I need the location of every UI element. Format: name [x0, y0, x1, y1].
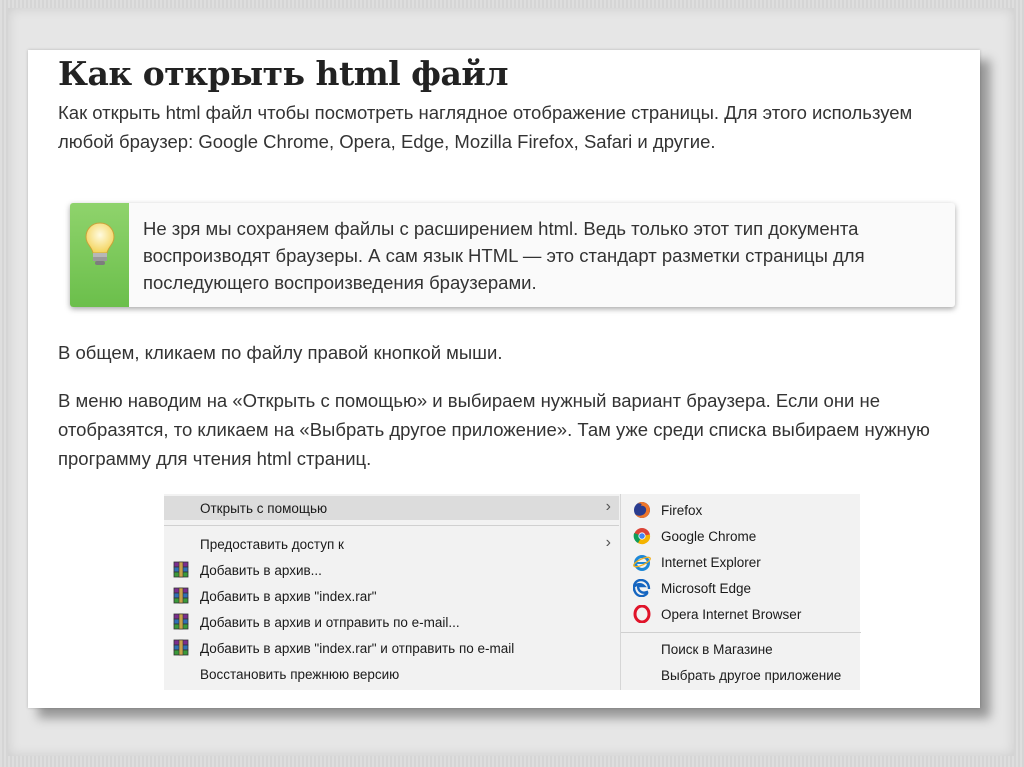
submenu-item-chrome[interactable]: Google Chrome	[621, 524, 861, 548]
opera-icon	[633, 605, 651, 623]
submenu-item-store-search[interactable]: Поиск в Магазине	[661, 642, 773, 657]
winrar-icon	[172, 587, 190, 605]
intro-paragraph: Как открыть html файл чтобы посмотреть наглядное отображение страницы. Для этого используем любой браузер: Google Chrome, Opera, Edge, Mozilla Firefox, Safari и другие.	[58, 102, 913, 152]
lightbulb-icon	[84, 221, 116, 269]
winrar-icon	[172, 639, 190, 657]
menu-item-open-with[interactable]: Открыть с помощью ›	[164, 496, 619, 520]
menu-item-share[interactable]: Предоставить доступ к ›	[200, 534, 611, 552]
submenu-item-opera[interactable]: Opera Internet Browser	[621, 602, 861, 626]
menu-item-add-archive-index[interactable]: Добавить в архив "index.rar"	[164, 584, 619, 608]
paragraph-right-click: В общем, кликаем по файлу правой кнопкой мыши.	[58, 342, 503, 363]
internet-explorer-icon	[633, 553, 651, 571]
page-title: Как открыть html файл	[58, 54, 509, 93]
tip-text: Не зря мы сохраняем файлы с расширением html. Ведь только этот тип документа воспроизводят браузеры. А сам язык HTML — это стандарт разметки страницы для последующего воспроизведения браузерами.	[143, 218, 865, 293]
paragraph-open-with: В меню наводим на «Открыть с помощью» и выбираем нужный вариант браузера. Если они не отобразятся, то кликаем на «Выбрать другое приложение». Там уже среди списка выбираем нужную программу для чтения html страниц.	[58, 390, 930, 469]
context-menu-screenshot	[164, 494, 860, 690]
menu-item-add-archive[interactable]: Добавить в архив...	[164, 558, 619, 582]
context-menu	[164, 494, 619, 690]
submenu-item-internet-explorer[interactable]: Internet Explorer	[621, 550, 861, 574]
chevron-right-icon: ›	[605, 534, 611, 551]
chevron-right-icon: ›	[605, 498, 611, 515]
menu-item-add-archive-email[interactable]: Добавить в архив и отправить по e-mail...	[164, 610, 619, 634]
submenu-separator	[621, 632, 861, 633]
menu-separator	[164, 525, 619, 526]
chrome-icon	[633, 527, 651, 545]
tip-accent-strip	[70, 203, 129, 307]
firefox-icon	[633, 501, 651, 519]
submenu-item-edge[interactable]: Microsoft Edge	[621, 576, 861, 600]
edge-icon	[633, 579, 651, 597]
tip-callout	[70, 203, 955, 307]
slide	[28, 50, 980, 708]
submenu-item-choose-other-app[interactable]: Выбрать другое приложение	[661, 668, 842, 683]
menu-item-add-archive-index-email[interactable]: Добавить в архив "index.rar" и отправить по e-mail	[164, 636, 619, 660]
submenu-item-firefox[interactable]: Firefox	[621, 498, 861, 522]
open-with-submenu	[620, 494, 861, 690]
menu-item-restore-version[interactable]: Восстановить прежнюю версию	[200, 667, 400, 682]
winrar-icon	[172, 613, 190, 631]
winrar-icon	[172, 561, 190, 579]
